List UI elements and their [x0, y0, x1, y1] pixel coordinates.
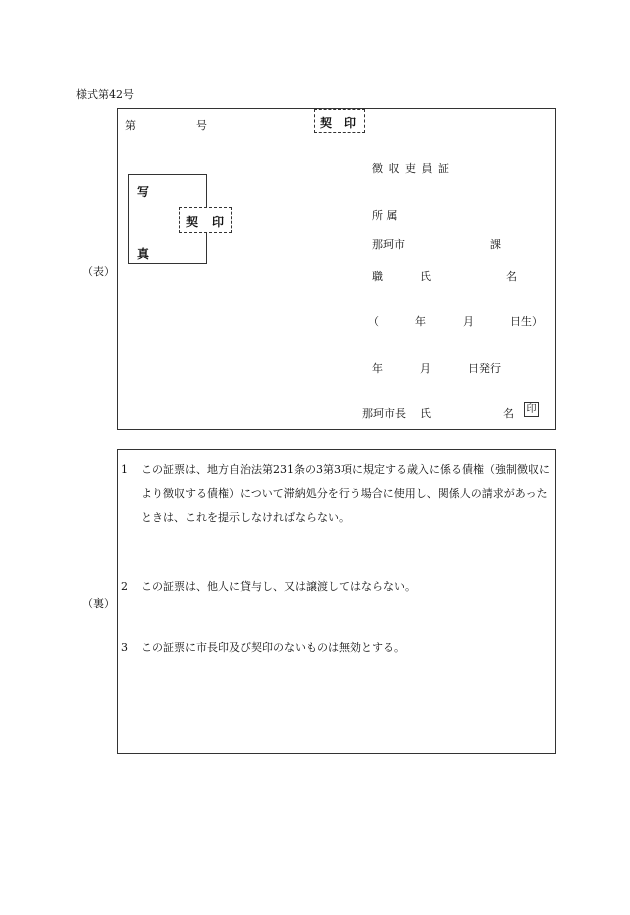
mayor-seal-icon: 印: [524, 402, 539, 417]
photo-label-bottom: 真: [137, 247, 150, 261]
note-item-3-number: 3: [121, 641, 128, 654]
seal-top-box: [314, 109, 365, 133]
number-dai: 第: [125, 119, 136, 132]
note-item-1-text: この証票は、地方自治法第231条の3第3項に規定する歳入に係る債権（強制徴収により徴収する債権）について滞納処分を行う場合に使用し、関係人の請求があったときは、これを提示しなければならない。: [141, 463, 550, 524]
note-item-2-text: この証票は、他人に貸与し、又は譲渡してはならない。: [141, 580, 416, 593]
name-shi: 氏: [420, 270, 431, 283]
birth-month: 月: [463, 315, 474, 328]
note-item-2-number: 2: [121, 580, 128, 593]
front-card: [117, 108, 556, 430]
issue-month: 月: [420, 362, 431, 375]
birth-year: 年: [415, 315, 426, 328]
number-go: 号: [196, 119, 207, 132]
card-title: 徴 収 吏 員 証: [372, 162, 450, 175]
seal-photo-kei: 契: [186, 215, 199, 229]
mayor-mei: 名: [503, 407, 514, 420]
name-mei: 名: [506, 270, 517, 283]
seal-photo-box: [179, 207, 232, 233]
affiliation-ka: 課: [490, 238, 501, 251]
birth-open: （: [368, 315, 379, 328]
mayor-shi: 氏: [420, 407, 431, 420]
seal-top-kei: 契: [320, 116, 333, 130]
seal-photo-in: 印: [212, 215, 225, 229]
birth-day: 日生）: [510, 315, 543, 328]
issue-year: 年: [372, 362, 383, 375]
position-label: 職: [372, 270, 383, 283]
affiliation-city: 那珂市: [372, 238, 405, 251]
back-side-label: （裏）: [82, 597, 115, 610]
seal-top-in: 印: [344, 116, 357, 130]
form-number: 様式第42号: [76, 88, 134, 101]
note-item-1-number: 1: [121, 463, 128, 476]
mayor-label: 那珂市長: [362, 407, 406, 420]
front-side-label: （表）: [82, 265, 115, 278]
issue-day: 日発行: [468, 362, 501, 375]
photo-label-top: 写: [137, 185, 150, 199]
note-item-3-text: この証票に市長印及び契印のないものは無効とする。: [141, 641, 405, 654]
affiliation-label: 所 属: [372, 209, 398, 222]
